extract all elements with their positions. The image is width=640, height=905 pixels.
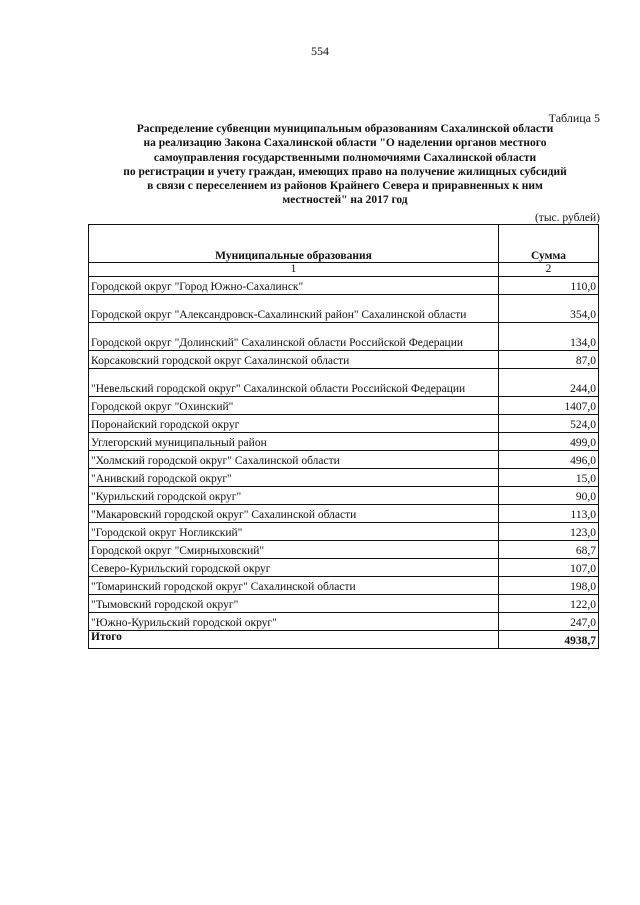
total-label: Итого xyxy=(89,631,499,649)
municipality-name: "Анивский городской округ" xyxy=(89,469,499,487)
table-row xyxy=(89,415,599,433)
table-row xyxy=(89,433,599,451)
subsidy-amount: 113,0 xyxy=(499,505,599,523)
municipality-name: "Южно-Курильский городской округ" xyxy=(89,613,499,631)
subsidy-amount: 524,0 xyxy=(499,415,599,433)
table-row xyxy=(89,295,599,323)
municipality-name: Городской округ "Александровск-Сахалинский район" Сахалинской области xyxy=(89,295,499,323)
subsidy-table xyxy=(88,224,599,649)
table-row xyxy=(89,595,599,613)
subsidy-amount: 110,0 xyxy=(499,277,599,295)
subsidy-amount: 122,0 xyxy=(499,595,599,613)
table-body xyxy=(89,277,599,631)
table-row xyxy=(89,397,599,415)
municipality-name: Городской округ "Охинский" xyxy=(89,397,499,415)
subsidy-amount: 87,0 xyxy=(499,351,599,369)
municipality-name: Северо-Курильский городской округ xyxy=(89,559,499,577)
municipality-name: "Курильский городской округ" xyxy=(89,487,499,505)
subsidy-amount: 123,0 xyxy=(499,523,599,541)
table-row xyxy=(89,613,599,631)
table-row xyxy=(89,351,599,369)
municipality-name: "Тымовский городской округ" xyxy=(89,595,499,613)
subsidy-amount: 247,0 xyxy=(499,613,599,631)
table-label: Таблица 5 xyxy=(548,111,600,125)
municipality-name: Углегорский муниципальный район xyxy=(89,433,499,451)
units-label: (тыс. рублей) xyxy=(534,212,600,224)
total-row xyxy=(89,631,599,649)
title-line: самоуправления государственными полномочиями Сахалинской области xyxy=(153,151,537,164)
header-sum: Сумма xyxy=(499,225,599,263)
municipality-name: "Невельский городской округ" Сахалинской области Российской Федерации xyxy=(89,369,499,397)
total-value: 4938,7 xyxy=(499,631,599,649)
subsidy-amount: 15,0 xyxy=(499,469,599,487)
municipality-name: Городской округ "Город Южно-Сахалинск" xyxy=(89,277,499,295)
table-row xyxy=(89,369,599,397)
title-line: на реализацию Закона Сахалинской области "О наделении органов местного xyxy=(143,137,547,150)
subsidy-amount: 1407,0 xyxy=(499,397,599,415)
subsidy-amount: 244,0 xyxy=(499,369,599,397)
document-title xyxy=(90,122,600,208)
subsidy-amount: 499,0 xyxy=(499,433,599,451)
table-row xyxy=(89,577,599,595)
subsidy-amount: 134,0 xyxy=(499,323,599,351)
subsidy-amount: 68,7 xyxy=(499,541,599,559)
subsidy-amount: 354,0 xyxy=(499,295,599,323)
table-row xyxy=(89,559,599,577)
municipality-name: "Городской округ Ногликский" xyxy=(89,523,499,541)
municipality-name: Поронайский городской округ xyxy=(89,415,499,433)
column-number-2: 2 xyxy=(499,263,599,277)
header-municipalities: Муниципальные образования xyxy=(89,225,499,263)
table-row xyxy=(89,523,599,541)
subsidy-amount: 198,0 xyxy=(499,577,599,595)
table-row xyxy=(89,487,599,505)
municipality-name: Городской округ "Долинский" Сахалинской области Российской Федерации xyxy=(89,323,499,351)
table-row xyxy=(89,469,599,487)
title-line: Распределение субвенции муниципальным образованиям Сахалинской области xyxy=(136,123,554,135)
municipality-name: "Макаровский городской округ" Сахалинской области xyxy=(89,505,499,523)
table-row xyxy=(89,541,599,559)
subsidy-amount: 496,0 xyxy=(499,451,599,469)
table-row xyxy=(89,323,599,351)
column-number-1: 1 xyxy=(89,263,499,277)
municipality-name: Городской округ "Смирныховский" xyxy=(89,541,499,559)
table-row xyxy=(89,505,599,523)
title-line: местностей" на 2017 год xyxy=(282,194,408,207)
municipality-name: Корсаковский городской округ Сахалинской области xyxy=(89,351,499,369)
municipality-name: "Томаринский городской округ" Сахалинской области xyxy=(89,577,499,595)
table-row xyxy=(89,451,599,469)
subsidy-amount: 90,0 xyxy=(499,487,599,505)
page-number: 554 xyxy=(311,44,329,58)
title-line: в связи с переселением из районов Крайнего Севера и приравненных к ним xyxy=(147,180,543,193)
municipality-name: "Холмский городской округ" Сахалинской области xyxy=(89,451,499,469)
title-line: по регистрации и учету граждан, имеющих право на получение жилищных субсидий xyxy=(123,165,567,178)
table-row xyxy=(89,277,599,295)
subsidy-amount: 107,0 xyxy=(499,559,599,577)
